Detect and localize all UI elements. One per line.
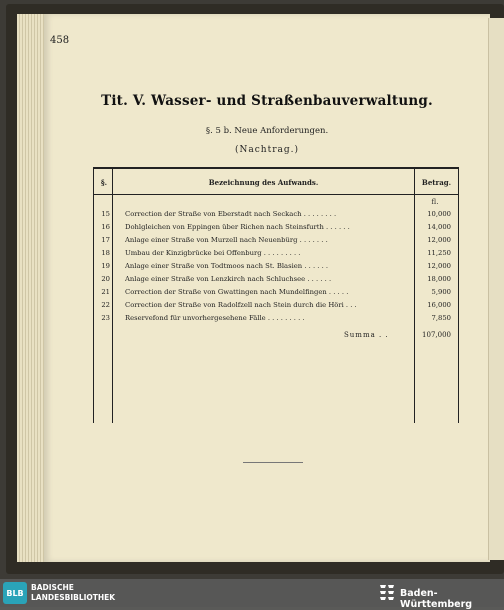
blb-logo[interactable]: BLB: [3, 582, 27, 604]
table-row: [94, 210, 458, 223]
table-row: [94, 301, 458, 314]
row-description: Correction der Straße von Eberstadt nach Seckach . . . . . . . .: [125, 210, 337, 218]
summa-value: 107,000: [422, 331, 451, 339]
row-number: 20: [101, 275, 110, 283]
page-edges: [17, 14, 45, 562]
row-number: 16: [101, 223, 110, 231]
row-number: 17: [101, 236, 110, 244]
row-amount: 5,900: [431, 288, 451, 296]
row-amount: 12,000: [427, 236, 451, 244]
page-number: 458: [50, 35, 70, 46]
closing-rule: [243, 462, 303, 463]
row-description: Reservefond für unvorhergesehene Fälle . . . . . . . . .: [125, 314, 305, 322]
row-number: 22: [101, 301, 110, 309]
header-amount: Betrag.: [421, 178, 452, 187]
header-paragraph: §.: [100, 178, 108, 187]
table-row: [94, 288, 458, 301]
library-name: [31, 583, 115, 603]
row-amount: 7,850: [431, 314, 451, 322]
row-description: Anlage einer Straße von Murzell nach Neuenbürg . . . . . . .: [125, 236, 328, 244]
table-row: [94, 314, 458, 327]
row-amount: 11,250: [427, 249, 451, 257]
row-description: Correction der Straße von Radolfzell nach Stein durch die Höri . . .: [125, 301, 357, 309]
row-amount: 10,000: [427, 210, 451, 218]
row-description: Umbau der Kinzigbrücke bei Offenburg . . . . . . . . .: [125, 249, 301, 257]
row-number: 15: [101, 210, 110, 218]
section-subtitle: §. 5 b. Neue Anforderungen.: [205, 126, 329, 136]
expense-table: [93, 167, 459, 423]
row-description: Anlage einer Straße von Todtmoos nach St. Blasien . . . . . .: [125, 262, 329, 270]
row-amount: 14,000: [427, 223, 451, 231]
library-name-line1: BADISCHE: [31, 583, 74, 592]
bw-brand-text[interactable]: Baden-Württemberg: [400, 588, 473, 610]
page-title: Tit. V. Wasser- und Straßenbauverwaltung.: [101, 93, 433, 109]
summa-label: Summa . .: [344, 331, 389, 339]
row-number: 21: [101, 288, 110, 296]
header-description: Bezeichnung des Aufwands.: [208, 178, 319, 187]
row-amount: 16,000: [427, 301, 451, 309]
currency-unit: fl.: [431, 198, 439, 206]
table-row: [94, 236, 458, 249]
row-number: 18: [101, 249, 110, 257]
row-number: 19: [101, 262, 110, 270]
row-description: Dohlgleichen von Eppingen über Richen nach Steinsfurth . . . . . .: [125, 223, 350, 231]
bw-lions-icon: [378, 582, 396, 604]
row-description: Correction der Straße von Gwattingen nach Mundelfingen . . . . .: [125, 288, 349, 296]
table-row: [94, 223, 458, 236]
table-row: [94, 262, 458, 275]
supplement-label: (Nachtrag.): [234, 145, 299, 155]
header-rule: [94, 194, 458, 195]
row-number: 23: [101, 314, 110, 322]
row-amount: 12,000: [427, 262, 451, 270]
row-amount: 18,000: [427, 275, 451, 283]
facing-page-edge: [488, 18, 504, 560]
library-name-line2: LANDESBIBLIOTHEK: [31, 593, 116, 602]
table-row: [94, 249, 458, 262]
row-description: Anlage einer Straße von Lenzkirch nach Schluchsee . . . . . .: [125, 275, 332, 283]
table-row: [94, 275, 458, 288]
